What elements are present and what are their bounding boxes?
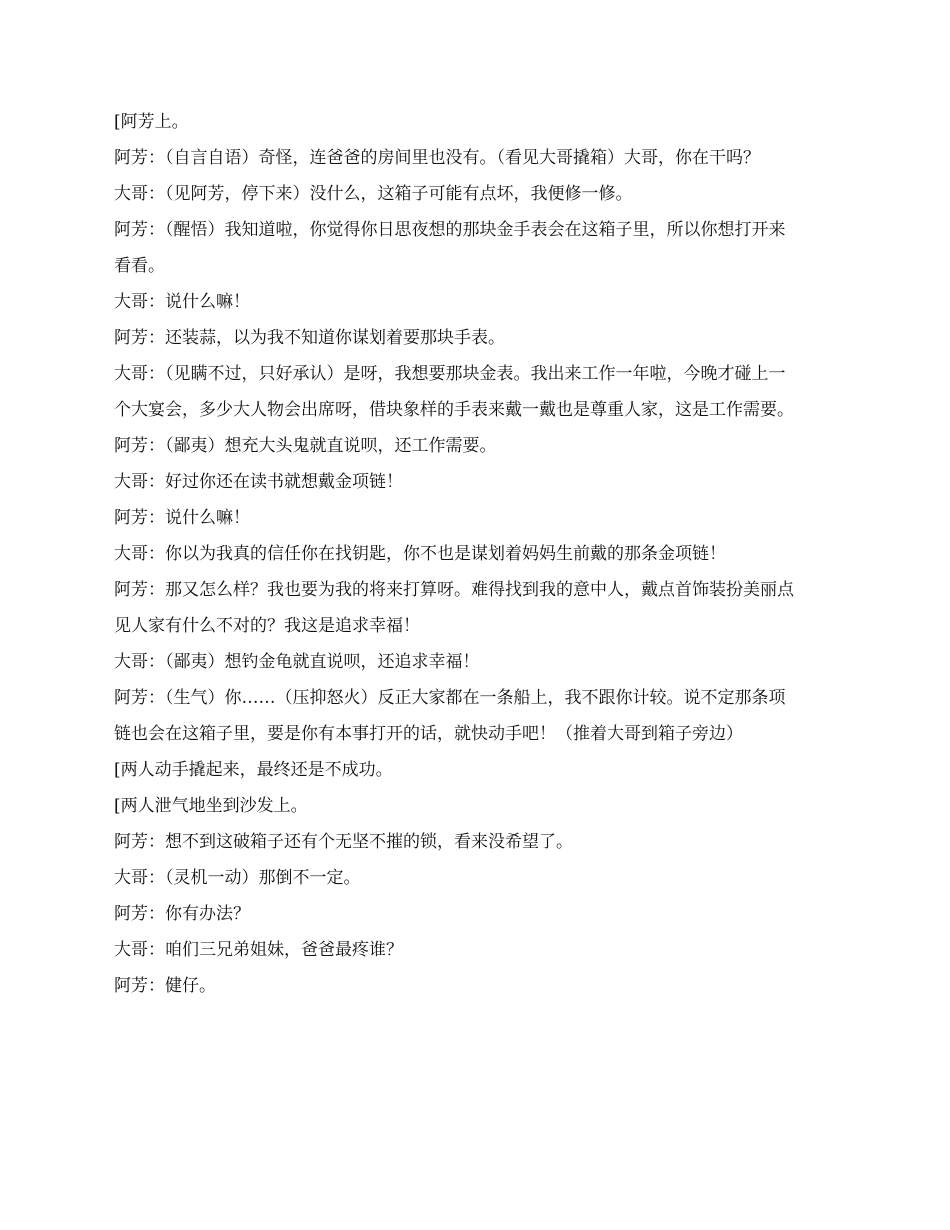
script-line: 阿芳：（自言自语）奇怪，连爸爸的房间里也没有。（看见大哥撬箱）大哥，你在干吗？ [114,148,760,168]
script-line: 链也会在这箱子里，要是你有本事打开的话，就快动手吧！（推着大哥到箱子旁边） [114,724,743,744]
script-line: 阿芳：（鄙夷）想充大头鬼就直说呗，还工作需要。 [114,436,497,456]
script-line: 阿芳：还装蒜，以为我不知道你谋划着要那块手表。 [114,328,505,348]
script-line: 阿芳：健仔。 [114,976,216,996]
script-line: 大哥：（见瞒不过，只好承认）是呀，我想要那块金表。我出来工作一年啦，今晚才碰上一 [114,364,786,384]
script-line: 阿芳：想不到这破箱子还有个无坚不摧的锁，看来没希望了。 [114,832,573,852]
script-line: [阿芳上。 [114,112,189,132]
script-line: 阿芳：你有办法？ [114,904,250,924]
script-line: 个大宴会，多少大人物会出席呀，借块象样的手表来戴一戴也是尊重人家，这是工作需要。 [114,400,794,420]
script-line: 大哥：说什么嘛！ [114,292,250,312]
script-line: 阿芳：（生气）你……（压抑怒火）反正大家都在一条船上，我不跟你计较。说不定那条项 [114,688,786,708]
script-line: 阿芳：（醒悟）我知道啦，你觉得你日思夜想的那块金手表会在这箱子里，所以你想打开来 [114,220,786,240]
script-line: 大哥：你以为我真的信任你在找钥匙，你不也是谋划着妈妈生前戴的那条金项链！ [114,544,726,564]
stage-direction: [两人泄气地坐到沙发上。 [114,796,308,816]
script-line: 大哥：（鄙夷）想钓金龟就直说呗，还追求幸福！ [114,652,480,672]
script-line: 见人家有什么不对的？我这是追求幸福！ [114,616,420,636]
script-line: 大哥：（见阿芳，停下来）没什么，这箱子可能有点坏，我便修一修。 [114,184,633,204]
script-line: 大哥：（灵机一动）那倒不一定。 [114,868,361,888]
stage-direction: [两人动手撬起来，最终还是不成功。 [114,760,393,780]
script-line: 看看。 [114,256,165,276]
script-text [114,111,844,1011]
script-line: 阿芳：说什么嘛！ [114,508,250,528]
script-line: 大哥：咱们三兄弟姐妹，爸爸最疼谁？ [114,940,403,960]
script-line: 大哥：好过你还在读书就想戴金项链！ [114,472,403,492]
script-line: 阿芳：那又怎么样？我也要为我的将来打算呀。难得找到我的意中人，戴点首饰装扮美丽点 [114,580,794,600]
